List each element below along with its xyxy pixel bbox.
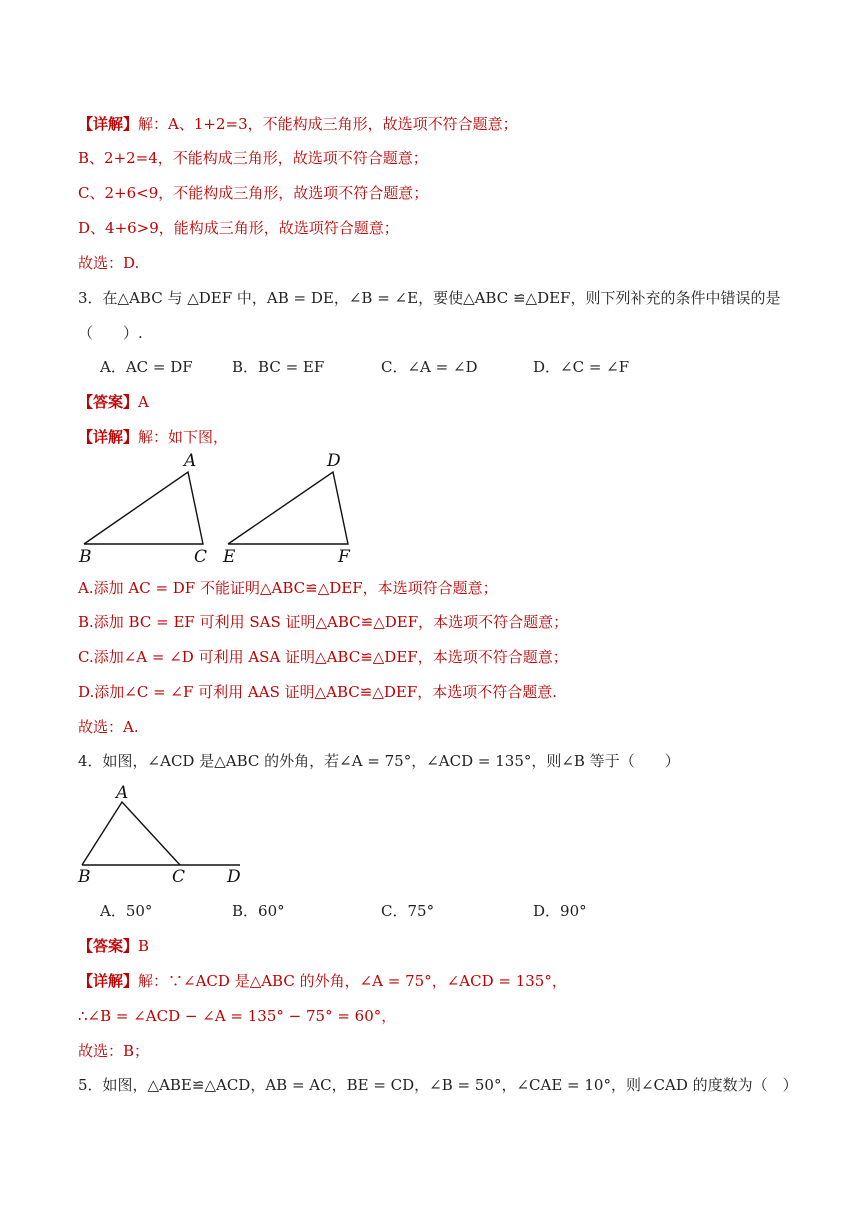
q3-explain-c: C.添加∠A = ∠D 可利用 ASA 证明△ABC≌△DEF，本选项不符合题意； xyxy=(78,648,568,666)
q3-choice: 故选：A. xyxy=(78,718,139,736)
q4-option-c: C．75° xyxy=(381,902,435,920)
label-c: C xyxy=(194,547,208,567)
q4-choice: 故选：B； xyxy=(78,1042,150,1060)
q3-explain-a: A.添加 AC = DF 不能证明△ABC≌△DEF，本选项符合题意； xyxy=(78,579,498,597)
triangle-def xyxy=(228,472,348,544)
detail-tag: 【详解】 xyxy=(78,972,139,990)
q4-triangle-figure xyxy=(72,780,262,888)
answer-value: A xyxy=(138,393,149,411)
q2-choice: 故选：D. xyxy=(78,254,140,272)
detail-text: 解：A、1+2=3，不能构成三角形，故选项不符合题意； xyxy=(138,115,518,133)
detail-text: 解：如下图， xyxy=(138,428,229,446)
label-a: A xyxy=(116,783,129,803)
q2-line-c: C、2+6<9，不能构成三角形，故选项不符合题意； xyxy=(78,184,429,202)
detail-tag: 【详解】 xyxy=(78,115,139,133)
q2-line-b: B、2+2=4，不能构成三角形，故选项不符合题意； xyxy=(78,149,428,167)
label-d: D xyxy=(327,452,341,471)
detail-tag: 【详解】 xyxy=(78,428,139,446)
label-c: C xyxy=(172,867,186,887)
q3-stem-line2: （ ）. xyxy=(78,324,143,342)
q3-option-b: B．BC = EF xyxy=(232,358,325,376)
q4-detail-line xyxy=(78,971,567,991)
label-d: D xyxy=(227,867,241,887)
answer-tag: 【答案】 xyxy=(78,393,139,411)
triangle-abc xyxy=(84,472,203,544)
answer-tag: 【答案】 xyxy=(78,937,139,955)
label-b: B xyxy=(78,867,91,887)
q3-explain-d: D.添加∠C = ∠F 可利用 AAS 证明△ABC≌△DEF，本选项不符合题意. xyxy=(78,683,558,701)
q4-calc: ∴∠B = ∠ACD − ∠A = 135° − 75° = 60°， xyxy=(78,1007,397,1025)
triangle-abc xyxy=(82,802,180,865)
label-e: E xyxy=(223,547,236,567)
label-a: A xyxy=(184,452,197,471)
q3-stem-line1: 3．在△ABC 与 △DEF 中，AB = DE，∠B = ∠E，要使△ABC ≌△DEF，则下列补充的条件中错误的是 xyxy=(78,289,781,307)
q4-answer-line xyxy=(78,936,149,956)
q3-explain-b: B.添加 BC = EF 可利用 SAS 证明△ABC≌△DEF，本选项不符合题意； xyxy=(78,613,569,631)
detail-text: 解：∵∠ACD 是△ABC 的外角，∠A = 75°，∠ACD = 135°， xyxy=(138,972,567,990)
q3-option-c: C．∠A = ∠D xyxy=(381,358,478,376)
q3-triangles-figure xyxy=(70,452,370,570)
q5-stem: 5．如图，△ABE≌△ACD，AB = AC，BE = CD，∠B = 50°，∠CAE = 10°，则∠CAD 的度数为（ ） xyxy=(78,1076,798,1094)
answer-value: B xyxy=(138,937,150,955)
q3-option-d: D．∠C = ∠F xyxy=(533,358,630,376)
q3-option-a: A．AC = DF xyxy=(100,358,193,376)
q4-option-d: D．90° xyxy=(533,902,587,920)
q3-detail-line xyxy=(78,427,228,447)
q3-answer-line xyxy=(78,392,149,412)
q4-stem: 4．如图，∠ACD 是△ABC 的外角，若∠A = 75°，∠ACD = 135°，则∠B 等于（ ） xyxy=(78,752,680,770)
q4-option-a: A．50° xyxy=(100,902,153,920)
label-b: B xyxy=(79,547,92,567)
q4-option-b: B．60° xyxy=(232,902,285,920)
q2-line-d: D、4+6>9，能构成三角形，故选项符合题意； xyxy=(78,219,399,237)
q2-detail-line xyxy=(78,114,518,134)
label-f: F xyxy=(338,547,350,567)
